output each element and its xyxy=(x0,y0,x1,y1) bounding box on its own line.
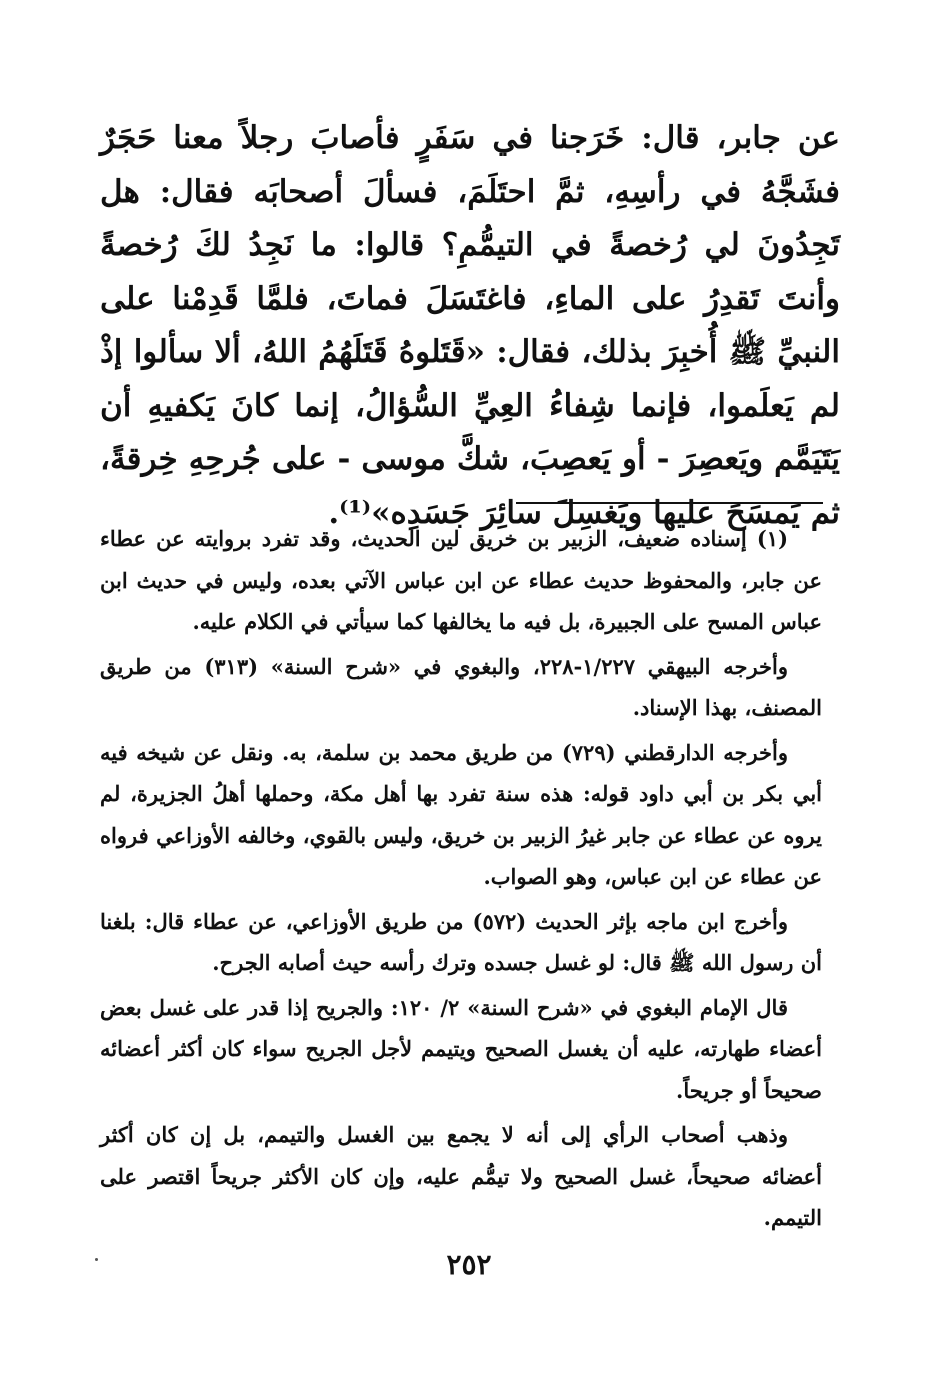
footnote-paragraph: وذهب أصحاب الرأي إلى أنه لا يجمع بين الغسل والتيمم، بل إن كان أكثر أعضائه صحيحاً، غسل الصحيح ولا تيمُّم عليه، وإن كان الأكثر جريحاً اقتصر على التيمم. xyxy=(100,1122,822,1230)
scan-speck xyxy=(95,1258,98,1261)
footnote-paragraph: وأخرجه البيهقي ١/٢٢٧-٢٢٨، والبغوي في «شرح السنة» (٣١٣) من طريق المصنف، بهذا الإسناد. xyxy=(100,653,822,720)
footnote-paragraph: وأخرجه الدارقطني (٧٢٩) من طريق محمد بن سلمة، به. ونقل عن شيخه فيه أبي بكر بن أبي داود قوله: هذه سنة تفرد بها أهل مكة، وحملها أهلُ الجزيرة، لم يروه عن عطاء عن جابر غيرُ الزبير بن خريق، وليس بالقوي، وخالفه الأوزاعي فرواه عن عطاء عن ابن عباس، وهو الصواب. xyxy=(100,739,822,889)
footnotes xyxy=(100,518,822,1242)
footnote-paragraph: (١) إسناده ضعيف، الزبير بن خريق لين الحديث، وقد تفرد بروايته عن عطاء عن جابر، والمحفوظ حديث عطاء عن ابن عباس الآتي بعده، وليس في حديث ابن عباس المسح على الجبيرة، بل فيه ما يخالفها كما سيأتي في الكلام عليه. xyxy=(100,526,822,634)
footnote-paragraph: وأخرج ابن ماجه بإثر الحديث (٥٧٢) من طريق الأوزاعي، عن عطاء قال: بلغنا أن رسول الله ﷺ قال: لو غسل جسده وترك رأسه حيث أصابه الجرح. xyxy=(100,908,822,975)
hadith-text xyxy=(100,112,840,540)
page-number: ٢٥٢ xyxy=(446,1248,492,1281)
footnote-divider xyxy=(516,502,823,504)
footnote-paragraph: قال الإمام البغوي في «شرح السنة» ٢/ ١٢٠: والجريح إذا قدر على غسل بعض أعضاء طهارته، عليه أن يغسل الصحيح ويتيمم لأجل الجريح سواء كان أكثر أعضائه صحيحاً أو جريحاً. xyxy=(100,994,822,1103)
hadith-paragraph: عن جابر، قال: خَرَجنا في سَفَرٍ فأصابَ رجلاً معنا حَجَرٌ فشَجَّهُ في رأسِهِ، ثمَّ احتَلَمَ، فسألَ أصحابَه فقال: هل تَجِدُونَ لي رُخصةً في التيمُّمِ؟ قالوا: ما نَجِدُ لكَ رُخصةً وأنتَ تَقدِرُ على الماءِ، فاغتَسَلَ فماتَ، فلمَّا قَدِمْنا على النبيِّ ﷺ أُخبِرَ بذلك، فقال: «قَتَلوهُ قَتَلَهُمُ اللهُ، ألا سألوا إذْ لم يَعلَموا، فإنما شِفاءُ العِيِّ السُّؤالُ، إنما كانَ يَكفيهِ أن يَتَيَمَّم ويَعصِرَ - أو يَعصِبَ، شكَّ موسى - على جُرحِهِ خِرقةً، ثم يَمسَحَ عليها ويَغسِلَ سائِرَ جَسَدِه»⁽¹⁾. xyxy=(100,120,840,531)
